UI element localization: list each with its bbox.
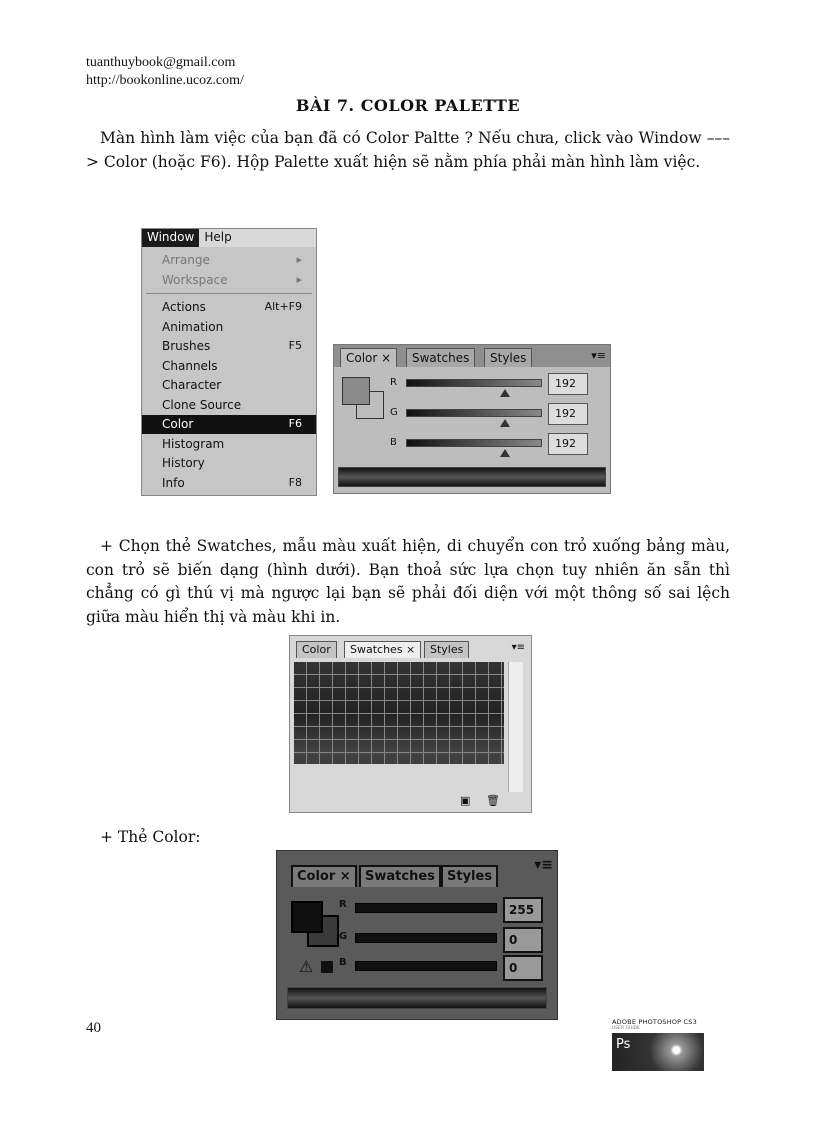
menu-divider	[146, 293, 312, 294]
menu-item-actions[interactable]: Actions	[162, 300, 206, 314]
menu-item-workspace[interactable]: Workspace	[162, 273, 228, 287]
foreground-color-swatch[interactable]	[291, 901, 323, 933]
shortcut-info: F8	[288, 476, 302, 489]
panel-menu-icon[interactable]: ▾≡	[534, 857, 553, 873]
slider-b[interactable]	[355, 961, 497, 971]
warning-icon[interactable]: ⚠	[299, 957, 314, 976]
channel-label-r: R	[339, 899, 347, 910]
new-swatch-icon[interactable]: ▣	[460, 794, 471, 807]
web-safe-swatch[interactable]	[321, 961, 333, 973]
channel-label-g: G	[339, 931, 348, 942]
window-menu-screenshot	[141, 228, 317, 496]
lesson-title: BÀI 7. COLOR PALETTE	[295, 96, 521, 115]
logo-title: ADOBE PHOTOSHOP CS3	[612, 1018, 697, 1026]
menu-item-animation[interactable]: Animation	[162, 320, 224, 334]
menu-item-histogram[interactable]: Histogram	[162, 437, 225, 451]
color-panel-dark-screenshot	[276, 850, 558, 1020]
tab-swatches[interactable]: Swatches	[406, 348, 475, 367]
swatches-paragraph	[86, 535, 730, 629]
color-tab-paragraph	[86, 826, 730, 850]
menu-item-clone-source[interactable]: Clone Source	[162, 398, 242, 412]
value-g[interactable]: 192	[548, 403, 588, 425]
value-b[interactable]: 0	[503, 955, 543, 981]
menu-item-history[interactable]: History	[162, 456, 205, 470]
slider-r[interactable]	[406, 379, 542, 387]
swatches-text: + Chọn thẻ Swatches, mẫu màu xuất hiện, di chuyển con trỏ xuống bảng màu, con trỏ sẽ biến dạng (hình dưới). Bạn thoả sức lựa chọn tuy nhiên ăn sẵn thì chẳng có gì thú vị mà ngược lại bạn sẽ phải đối diện với một thông số sai lệch giữa màu hiển thị và màu khi in.	[86, 537, 730, 626]
tab-styles-3[interactable]: Styles	[441, 865, 498, 887]
menubar-window[interactable]: Window	[142, 229, 199, 247]
menu-item-info[interactable]: Info	[162, 476, 185, 490]
tab-color[interactable]: Color ×	[340, 348, 397, 367]
menu-item-character[interactable]: Character	[162, 378, 222, 392]
scrollbar[interactable]	[508, 662, 523, 792]
swatches-panel-screenshot	[289, 635, 532, 813]
slider-g[interactable]	[355, 933, 497, 943]
submenu-arrow-icon: ▸	[296, 253, 302, 266]
shortcut-color: F6	[288, 417, 302, 430]
intro-paragraph	[86, 127, 730, 174]
swatch-empty-area	[294, 764, 504, 792]
tab-color-2[interactable]: Color	[296, 641, 337, 658]
submenu-arrow-icon: ▸	[296, 273, 302, 286]
panel-menu-icon[interactable]: ▾≡	[591, 349, 606, 362]
shortcut-actions: Alt+F9	[264, 300, 302, 313]
panel-menu-icon[interactable]: ▾≡	[511, 642, 525, 653]
channel-label-b: B	[339, 957, 347, 968]
color-tab-text: + Thẻ Color:	[100, 828, 201, 846]
tab-swatches-2[interactable]: Swatches ×	[344, 641, 421, 658]
tab-swatches-3[interactable]: Swatches	[359, 865, 441, 887]
value-r[interactable]: 255	[503, 897, 543, 923]
header-url: http://bookonline.ucoz.com/	[86, 73, 244, 88]
header-email: tuanthuybook@gmail.com	[86, 55, 236, 70]
tab-styles[interactable]: Styles	[484, 348, 532, 367]
menu-item-channels[interactable]: Channels	[162, 359, 218, 373]
channel-label-b: B	[390, 437, 397, 448]
slider-r[interactable]	[355, 903, 497, 913]
menu-item-arrange[interactable]: Arrange	[162, 253, 210, 267]
channel-label-g: G	[390, 407, 398, 418]
tab-color-3[interactable]: Color ×	[291, 865, 357, 887]
foreground-color-swatch[interactable]	[342, 377, 370, 405]
menubar-help[interactable]: Help	[204, 230, 232, 244]
menu-item-brushes[interactable]: Brushes	[162, 339, 211, 353]
menu-item-color[interactable]: Color	[162, 417, 194, 431]
page-number: 40	[86, 1020, 101, 1036]
shortcut-brushes: F5	[288, 339, 302, 352]
value-r[interactable]: 192	[548, 373, 588, 395]
value-g[interactable]: 0	[503, 927, 543, 953]
photoshop-logo	[612, 1018, 704, 1071]
slider-thumb-b[interactable]	[500, 449, 510, 457]
slider-b[interactable]	[406, 439, 542, 447]
slider-thumb-g[interactable]	[500, 419, 510, 427]
slider-thumb-r[interactable]	[500, 389, 510, 397]
logo-subtitle: USER GUIDE	[612, 1026, 640, 1031]
slider-g[interactable]	[406, 409, 542, 417]
color-panel-screenshot	[333, 344, 611, 494]
ps-mark: Ps	[616, 1037, 631, 1052]
channel-label-r: R	[390, 377, 397, 388]
color-ramp[interactable]	[338, 467, 606, 487]
trash-icon[interactable]: 🗑	[486, 794, 500, 807]
color-ramp[interactable]	[287, 987, 547, 1009]
logo-image	[612, 1033, 704, 1071]
tab-styles-2[interactable]: Styles	[424, 641, 469, 658]
intro-text: Màn hình làm việc của bạn đã có Color Paltte ? Nếu chưa, click vào Window –––> Color (hoặc F6). Hộp Palette xuất hiện sẽ nằm phía phải màn hình làm việc.	[86, 129, 730, 171]
value-b[interactable]: 192	[548, 433, 588, 455]
